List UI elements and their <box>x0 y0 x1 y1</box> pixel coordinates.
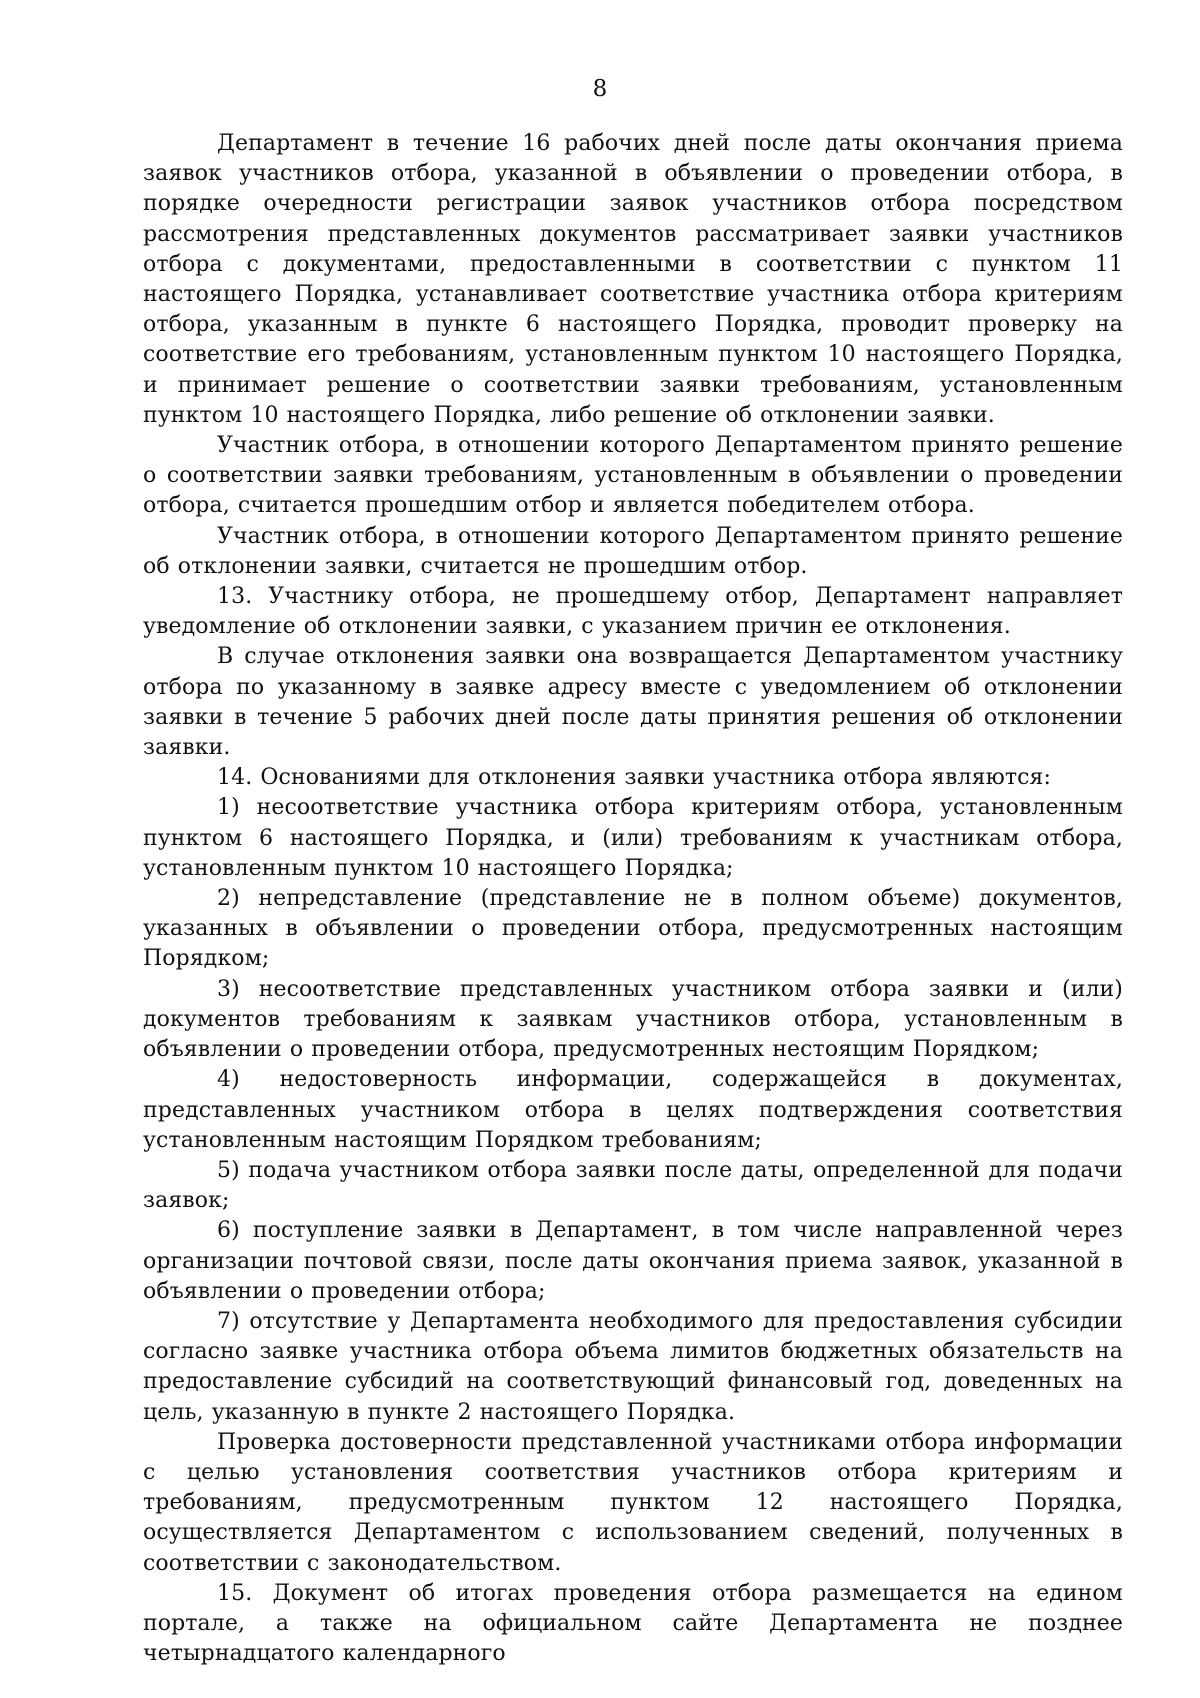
list-item-ground-3: 3) несоответствие представленных участником отбора заявки и (или) документов требованиям к заявкам участников отбора, установленным в объявлении о проведении отбора, предусмотренных нестоящим Порядком; <box>143 976 1123 1063</box>
document-body <box>143 129 1123 1669</box>
paragraph-selection-winner: Участник отбора, в отношении которого Департаментом принято решение о соответствии заявки требованиям, установленным в объявлении о проведении отбора, считается прошедшим отбор и является победителем отбора. <box>143 433 1123 519</box>
paragraph-selection-not-passed: Участник отбора, в отношении которого Департаментом принято решение об отклонении заявки, считается не прошедшим отбор. <box>143 523 1123 579</box>
paragraph-rejection-return: В случае отклонения заявки она возвращается Департаментом участнику отбора по указанному в заявке адресу вместе с уведомлением об отклонении заявки в течение 5 рабочих дней после даты принятия решения об отклонении заявки. <box>143 644 1123 761</box>
list-item-ground-6: 6) поступление заявки в Департамент, в том числе направленной через организации почтовой связи, после даты окончания приема заявок, указанной в объявлении о проведении отбора; <box>143 1218 1123 1304</box>
list-item-ground-5: 5) подача участником отбора заявки после даты, определенной для подачи заявок; <box>143 1157 1123 1214</box>
paragraph-13-notification: 13. Участнику отбора, не прошедшему отбор, Департамент направляет уведомление об отклонении заявки, с указанием причин ее отклонения. <box>143 584 1123 640</box>
paragraph-15-results: 15. Документ об итогах проведения отбора размещается на едином портале, а также на официальном сайте Департамента не позднее четырнадцатого календарного <box>143 1580 1123 1667</box>
list-item-ground-7: 7) отсутствие у Департамента необходимого для предоставления субсидии согласно заявке участника отбора объема лимитов бюджетных обязательств на предоставление субсидий на соответствующий финансовый год, доведенных на цель, указанную в пункте 2 настоящего Порядка. <box>143 1308 1123 1425</box>
list-item-ground-4: 4) недостоверность информации, содержащейся в документах, представленных участником отбора в целях подтверждения соответствия установленным настоящим Порядком требованиям; <box>143 1067 1123 1153</box>
list-item-ground-2: 2) непредставление (представление не в полном объеме) документов, указанных в объявлении о проведении отбора, предусмотренных настоящим Порядком; <box>143 886 1123 972</box>
page-number: 8 <box>592 76 608 102</box>
paragraph-14-grounds: 14. Основаниями для отклонения заявки участника отбора являются: <box>217 765 1052 791</box>
paragraph-department-review: Департамент в течение 16 рабочих дней после даты окончания приема заявок участников отбора, указанной в объявлении о проведении отбора, в порядке очередности регистрации заявок участников отбора посредством рассмотрения представленных документов рассматривает заявки участников отбора с документами, предоставленными в соответствии с пунктом 11 настоящего Порядка, устанавливает соответствие участника отбора критериям отбора, указанным в пункте 6 настоящего Порядка, проводит проверку на соответствие его требованиям, установленным пунктом 10 настоящего Порядка, и принимает решение о соответствии заявки требованиям, установленным пунктом 10 настоящего Порядка, либо решение об отклонении заявки. <box>143 131 1123 428</box>
paragraph-verification: Проверка достоверности представленной участниками отбора информации с целью установления соответствия участников отбора критериям и требованиям, предусмотренным пунктом 12 настоящего Порядка, осуществляется Департаментом с использованием сведений, полученных в соответствии с законодательством. <box>143 1429 1123 1576</box>
list-item-ground-1: 1) несоответствие участника отбора критериям отбора, установленным пунктом 6 настоящего Порядка, и (или) требованиям к участникам отбора, установленным пунктом 10 настоящего Порядка; <box>143 795 1123 881</box>
